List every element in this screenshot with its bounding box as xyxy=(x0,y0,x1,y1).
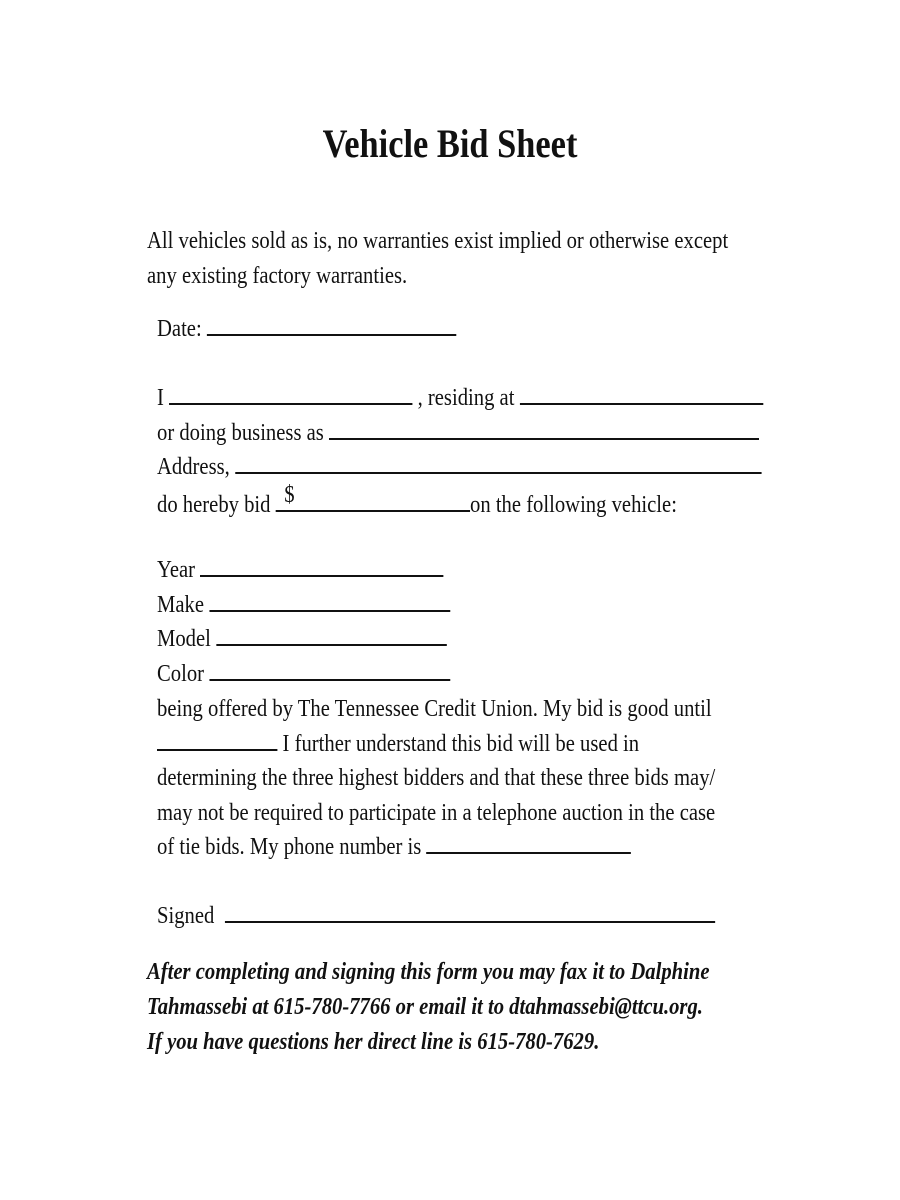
make-row xyxy=(157,590,450,620)
disclaimer-line-2: any existing factory warranties. xyxy=(147,263,408,289)
body-line-3: determining the three highest bidders and that these three bids may/ xyxy=(157,765,716,791)
address-row xyxy=(157,452,761,482)
signature-label: Signed xyxy=(157,903,215,929)
residence-field[interactable] xyxy=(520,383,763,405)
page-title: Vehicle Bid Sheet xyxy=(322,121,578,166)
residing-label: , residing at xyxy=(417,385,515,411)
make-field[interactable] xyxy=(209,590,450,612)
address-label: Address, xyxy=(157,454,230,480)
color-label: Color xyxy=(157,661,205,687)
date-label: Date: xyxy=(157,316,202,342)
phone-field[interactable] xyxy=(426,832,631,854)
address-field[interactable] xyxy=(235,452,761,474)
note-line-1: After completing and signing this form you may fax it to Dalphine xyxy=(147,959,710,985)
business-field[interactable] xyxy=(329,418,759,440)
year-field[interactable] xyxy=(200,555,443,577)
phone-row xyxy=(157,832,631,862)
bid-label: do hereby bid xyxy=(157,492,271,518)
date-field[interactable] xyxy=(207,314,456,336)
year-label: Year xyxy=(157,557,196,583)
year-row xyxy=(157,555,444,585)
note-line-2: Tahmassebi at 615-780-7766 or email it to dtahmassebi@ttcu.org. xyxy=(147,994,703,1020)
model-label: Model xyxy=(157,626,211,652)
model-row xyxy=(157,624,447,654)
note-line-3: If you have questions her direct line is 615-780-7629. xyxy=(147,1029,600,1055)
color-row xyxy=(157,659,450,689)
business-label: or doing business as xyxy=(157,420,324,446)
disclaimer-line-1: All vehicles sold as is, no warranties exist implied or otherwise except xyxy=(147,228,729,254)
currency-symbol: $ xyxy=(284,482,295,508)
bid-row xyxy=(157,482,677,520)
make-label: Make xyxy=(157,592,205,618)
body-line-4: may not be required to participate in a telephone auction in the case xyxy=(157,800,716,826)
signature-row xyxy=(157,901,715,931)
vehicle-label: on the following vehicle: xyxy=(470,492,677,518)
signature-field[interactable] xyxy=(225,901,715,923)
body-line-5: of tie bids. My phone number is xyxy=(157,834,422,860)
model-field[interactable] xyxy=(216,624,446,646)
valid-until-field[interactable] xyxy=(157,729,277,751)
color-field[interactable] xyxy=(209,659,450,681)
valid-until-row xyxy=(157,729,639,759)
date-row xyxy=(157,314,456,344)
name-field[interactable] xyxy=(169,383,412,405)
name-row xyxy=(157,383,763,413)
i-label: I xyxy=(157,385,164,411)
bid-amount-field[interactable] xyxy=(276,482,470,512)
business-row xyxy=(157,418,759,448)
body-line-2: I further understand this bid will be used in xyxy=(282,731,640,757)
body-line-1: being offered by The Tennessee Credit Union. My bid is good until xyxy=(157,696,712,722)
